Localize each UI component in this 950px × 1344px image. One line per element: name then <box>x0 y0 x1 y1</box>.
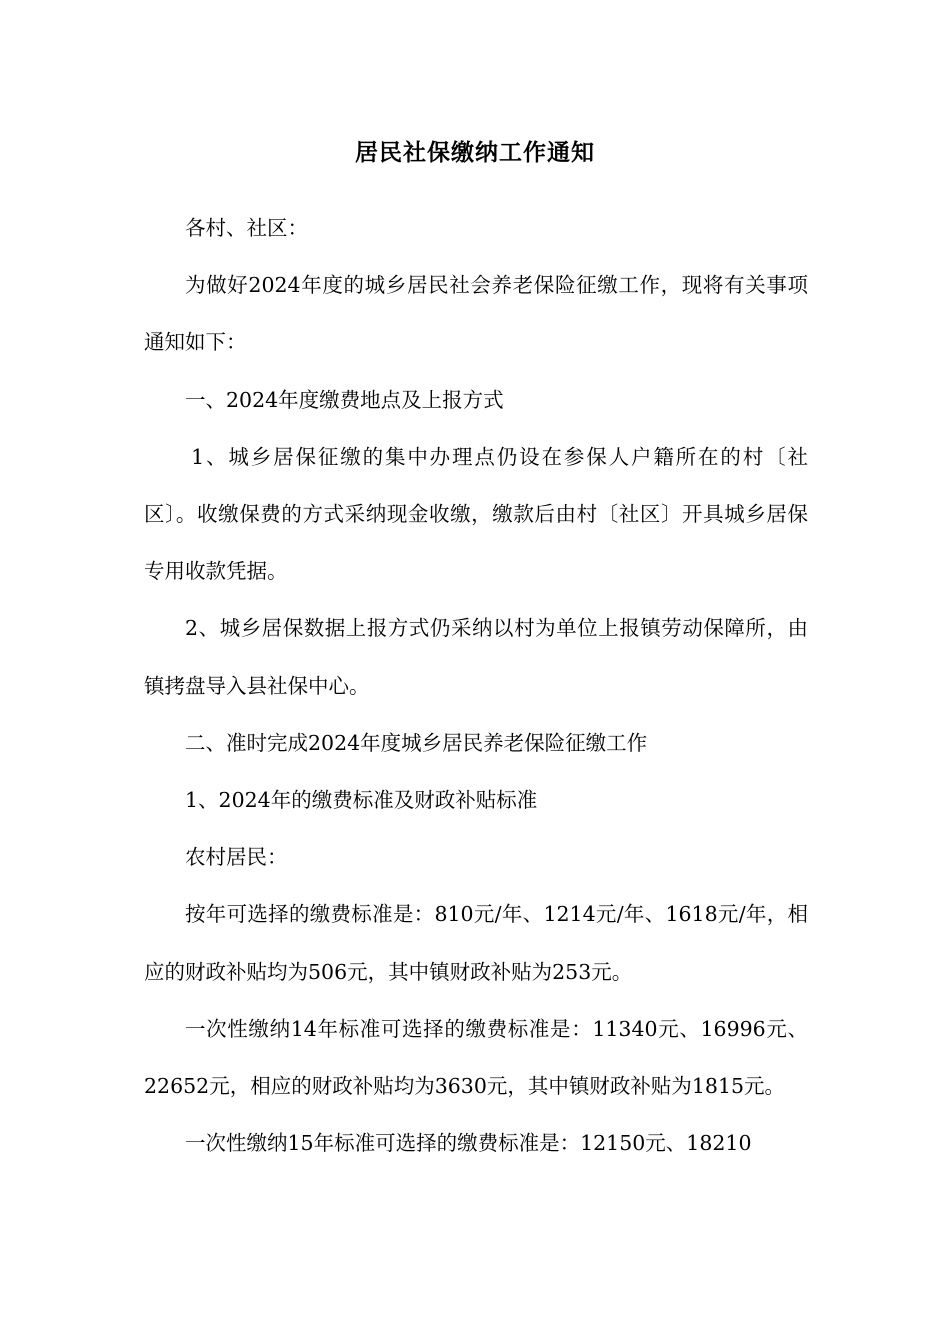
document-body <box>144 200 808 1172</box>
rural-residents-label: 农村居民： <box>185 845 288 870</box>
fourteen-year-paragraph: 一次性缴纳14年标准可选择的缴费标准是：11340元、16996元、22652元，相应的财政补贴均为3630元，其中镇财政补贴为1815元。 <box>144 1016 808 1099</box>
item-1-1: 1、城乡居保征缴的集中办理点仍设在参保人户籍所在的村〔社区〕。收缴保费的方式采纳现金收缴，缴款后由村〔社区〕开具城乡居保专用收款凭据。 <box>144 444 808 584</box>
fifteen-year-paragraph: 一次性缴纳15年标准可选择的缴费标准是：12150元、18210 <box>185 1131 752 1156</box>
document-title: 居民社保缴纳工作通知 <box>355 139 595 166</box>
item-2-1: 1、2024年的缴费标准及财政补贴标准 <box>185 788 538 813</box>
item-1-2: 2、城乡居保数据上报方式仍采纳以村为单位上报镇劳动保障所，由镇拷盘导入县社保中心。 <box>144 616 808 698</box>
section-heading-1: 一、2024年度缴费地点及上报方式 <box>185 387 504 412</box>
salutation: 各村、社区： <box>185 216 308 240</box>
annual-standard-paragraph: 按年可选择的缴费标准是：810元/年、1214元/年、1618元/年，相应的财政补贴均为506元，其中镇财政补贴为253元。 <box>144 902 808 984</box>
section-heading-2: 二、准时完成2024年度城乡居民养老保险征缴工作 <box>185 730 648 755</box>
intro-paragraph: 为做好2024年度的城乡居民社会养老保险征缴工作，现将有关事项通知如下： <box>144 273 808 355</box>
